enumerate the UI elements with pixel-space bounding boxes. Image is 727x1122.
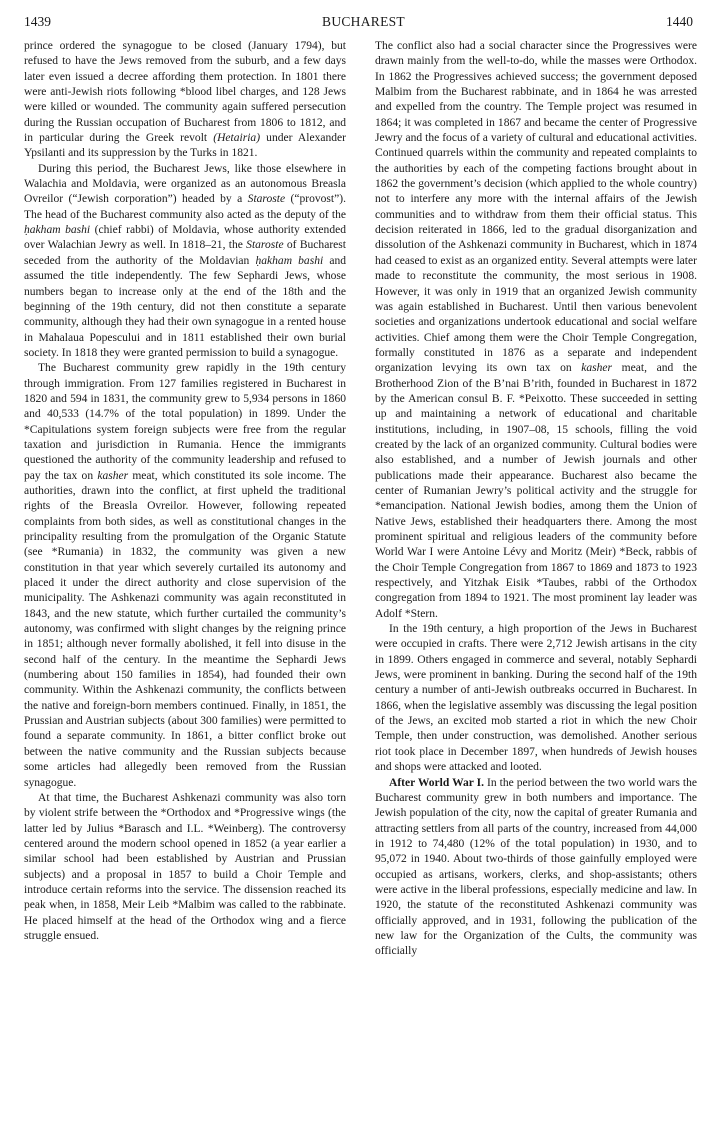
paragraph: The Bucharest community grew rapidly in the 19th century through immigration. From 127 families registered in Bucharest in 1820 and 594 in 1831, the community grew to 5,934 persons in 1860 and 40,533 (14.7% of the total population) in 1899. Under the *Capitulations system foreign subjects were free from the regular taxation and jurisdiction in Rumania. Hence the immigrants questioned the authority of the community leadership and refused to pay the tax on kasher meat, which constituted its sole income. The authorities, drawn into the conflict, at first upheld the traditional rights of the Breasla Ovreilor. However, following repeated complaints from both sides, as well as constitutional changes in the principality resulting from the promulgation of the Organic Statute (see *Rumania) in 1832, the community was given a new constitution in that year which severely curtailed its autonomy and placed it under the direct authority and close supervision of the municipality. The Ashkenazi community was again reconstituted in 1843, and the new statute, which further curtailed the community’s autonomy, was confirmed with slight changes by the reigning prince in 1851; although never formally abolished, it fell into disuse in the second half of the century. In the meantime the Sephardi Jews (numbering about 150 families in 1854), had founded their own community. Within the Ashkenazi community, the conflicts between the native and foreign-born members continued. Finally, in 1851, the Prussian and Austrian subjects (about 300 families) were permitted to found a separate community. In 1861, a bitter conflict broke out between the native community and the Russian subjects because some articles had allegedly been removed from the Russian synagogue.: [24, 362, 346, 789]
page-number-right: 1440: [666, 14, 693, 29]
left-column: [24, 39, 346, 944]
paragraph: In the 19th century, a high proportion of the Jews in Bucharest were occupied in crafts. There were 2,712 Jewish artisans in the city in 1899. Others engaged in commerce and several, notably Sephardi Jews, were prominent in banking. During the second half of the 19th century a number of anti-Jewish outbreaks occurred in Bucharest. In 1866, when the legislative assembly was discussing the legal position of the Jews, an excited mob started a riot in which the new Choir Temple, then under construction, was demolished. Another serious riot took place in December 1897, when hundreds of Jewish houses and shops were attacked and looted.: [375, 623, 697, 774]
right-column: [375, 39, 697, 960]
running-head: BUCHAREST: [322, 14, 405, 29]
paragraph: After World War I. In the period between the two world wars the Bucharest community grew in both numbers and importance. The Jewish population of the city, now the capital of greater Rumania and attracting settlers from all parts of the country, increased from 44,000 in 1912 to 74,480 (12% of the total population) in 1930, and to 95,072 in 1940. About two-thirds of those gainfully employed were occupied as artisans, workers, clerks, and shop-assistants; others were active in the liberal professions, especially medicine and law. In 1920, the statute of the reconstituted Ashkenazi community was officially approved, and in 1931, following the publication of the new law for the Organization of the Cults, the community was officially: [375, 776, 697, 958]
paragraph: prince ordered the synagogue to be closed (January 1794), but refused to have the Jews removed from the suburb, and a few days later even issued a decree affording them protection. In 1801 there were anti-Jewish riots following *blood libel charges, and 128 Jews were killed or wounded. The community again suffered persecution during the Russian occupation of Bucharest from 1806 to 1812, and in particular during the Greek revolt (Hetairia) under Alexander Ypsilanti and its suppression by the Turks in 1821.: [24, 40, 347, 160]
page-number-left: 1439: [24, 14, 51, 29]
paragraph: During this period, the Bucharest Jews, like those elsewhere in Walachia and Moldavia, were organized as an autonomous Breasla Ovreilor (“Jewish corporation”) headed by a Staroste (“provost”). The head of the Bucharest community also acted as the deputy of the ḥakham bashi (chief rabbi) of Moldavia, whose authority extended over Walachian Jewry as well. In 1818–21, the Staroste of Bucharest seceded from the authority of the Moldavian ḥakham bashi and assumed the title independently. The few Sephardi Jews, whose numbers began to increase only at the end of the 18th and the beginning of the 19th century, did not then constitute a separate community, although they had their own synagogue in a rented house in Mahalaua Popescului and in 1811 established their own burial society. In 1818 they were granted permission to build a synagogue.: [24, 162, 346, 359]
page-header: [24, 13, 703, 31]
paragraph: At that time, the Bucharest Ashkenazi community was also torn by violent strife between the *Orthodox and *Progressive wings (the latter led by Julius *Barasch and I.L. *Weinberg). The controversy centered around the modern school opened in 1852 (a year earlier a similar school had been established by Austrian and Prussian subjects) and a proposal in 1857 to build a Choir Temple and introduce certain reforms into the service. The dissension reached its peak when, in 1858, Meir Leib *Malbim was called to the rabbinate. He placed himself at the head of the Orthodox wing and a fierce struggle ensued.: [24, 791, 346, 942]
paragraph: The conflict also had a social character since the Progressives were drawn mainly from the well-to-do, while the masses were Orthodox. In 1862 the Progressives achieved success; the government deposed Malbim from the Bucharest rabbinate, and in 1864 he was arrested and expelled from the country. The Temple project was resumed in 1864; it was completed in 1867 and became the center of Progressive Jewry and the focus of a variety of cultural and educational activities. Continued quarrels within the community and repeated complaints to the authorities by each of the competing factions brought about in 1862 the government’s decision (which applied to the whole country) not to interfere any more with the internal affairs of the Jewish communities and to withdraw from them their official status. This decision reiterated in 1866, led to the gradual disorganization and dissolution of the Ashkenazi community in Bucharest, which in 1874 had ceased to exist as an organized entity. Several attempts were later made to reconstitute the community, the most serious in 1908. However, it was only in 1919 that an organized Jewish community was again established in Bucharest. Until then various benevolent societies and organizations undertook educational and social welfare activities. Chief among them were the Choir Temple Congregation, formally constituted in 1876 as a separate and independent organization levying its own tax on kasher meat, and the Brotherhood Zion of the B’nai B’rith, founded in Bucharest in 1872 by the American consul B. F. *Peixotto. These succeeded in setting up and maintaining a network of educational and charitable institutions, including, in 1907–08, 15 schools, filling the void created by the lack of an organized community. Cultural bodies were also established, and a number of Jewish journals and other publications made their appearance. Bucharest also became the center of Rumanian Jewry’s political activity and the struggle for *emancipation. National Jewish bodies, among them the Union of Native Jews, established their headquarters there. Among the most prominent spiritual and religious leaders of the community before World War I were Antoine Lévy and Moritz (Meir) *Beck, rabbis of the Choir Temple Congregation from 1867 to 1869 and 1873 to 1923 respectively, and Yitzhak Eisik *Taubes, rabbi of the Orthodox congregation from 1894 to 1921. The most prominent lay leader was Adolf *Stern.: [375, 40, 697, 620]
